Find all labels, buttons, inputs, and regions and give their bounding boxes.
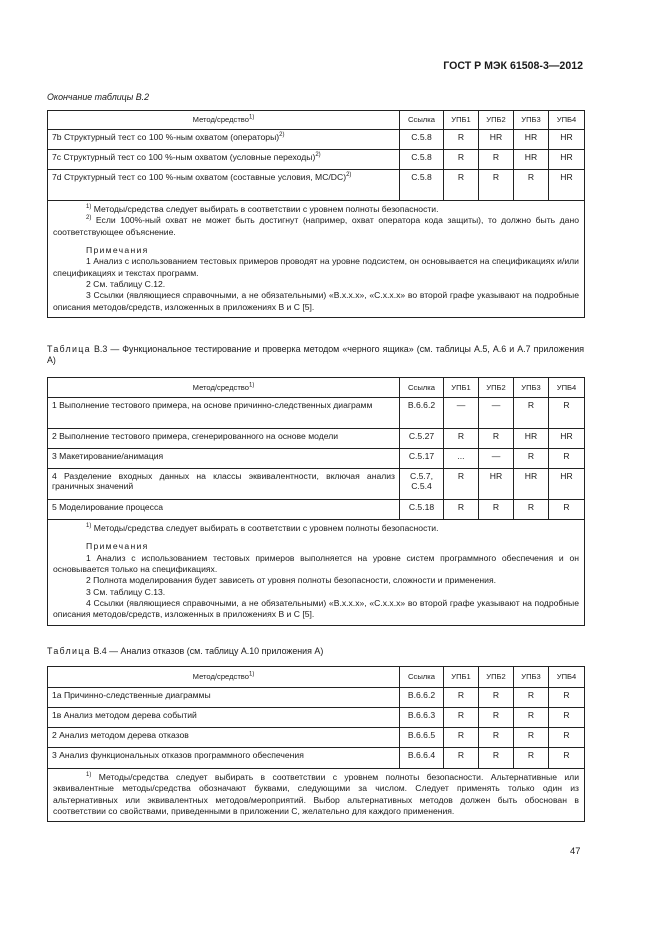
sil4-cell: R [549, 748, 585, 769]
footnotes-cell [48, 769, 585, 822]
col-sil1: УПБ1 [444, 667, 479, 688]
col-sil4: УПБ4 [549, 667, 585, 688]
method-cell: 7d Структурный тест со 100 %-ным охватом (составные условия, MC/DC)$^{2)}$ [48, 170, 400, 201]
sil2-cell: HR [479, 130, 514, 150]
table-b3 [47, 377, 585, 626]
method-cell: 2 Выполнение тестового примера, сгенерированного на основе модели [48, 429, 400, 449]
ref-cell: В.6.6.2 [400, 688, 444, 708]
sil4-cell: R [549, 500, 585, 520]
col-ref: Ссылка [400, 378, 444, 398]
sil1-cell: R [444, 500, 479, 520]
sil2-cell: R [479, 688, 514, 708]
table-b2-caption: Окончание таблицы В.2 [47, 92, 150, 102]
sil1-cell: R [444, 728, 479, 748]
table-row [48, 429, 585, 449]
table-b4 [47, 666, 585, 822]
table-row [48, 398, 585, 429]
sil3-cell: R [514, 500, 549, 520]
footnote: $^{1)}$ Методы/средства следует выбирать в соответствии с уровнем полноты безопасности. Альтернативные или эквивалентные методы/средства обозначают буквами, следующими за числом. Следует применять только один из альтернативных или эквивалентных методов/мероприятий. Выбор альтернативных методов должен быть обоснован в соответствии со свойствами, приведенными в приложении С, желательно для каждого применения. [53, 772, 579, 817]
note: 3 См. таблицу С.13. [86, 586, 166, 597]
sil1-cell: R [444, 688, 479, 708]
sil4-cell: R [549, 449, 585, 469]
note: 3 Ссылки (являющиеся справочными, а не обязательными) «В.х.х.х», «С.х.х.х» во второй графе указывают на подробные описания методов/средств, изложенных в приложениях В и С [5]. [53, 290, 579, 312]
footnotes-cell [48, 201, 585, 318]
sil3-cell: R [514, 398, 549, 429]
table-row [48, 728, 585, 748]
col-sil3: УПБ3 [514, 667, 549, 688]
sil1-cell: — [444, 398, 479, 429]
table-row [48, 130, 585, 150]
sil2-cell: R [479, 708, 514, 728]
note: 2 Полнота моделирования будет зависеть от уровня полноты безопасности, сложности и применения. [86, 575, 496, 586]
sil4-cell: R [549, 398, 585, 429]
sil1-cell: R [444, 150, 479, 170]
table-row [48, 150, 585, 170]
table-b3-caption: Таблица В.3 — Функциональное тестирование и проверка методом «черного ящика» (см. таблицы А.5, А.6 и А.7 приложения А) [47, 344, 584, 365]
method-cell: 1 Выполнение тестового примера, на основе причинно-следственных диаграмм [48, 398, 400, 429]
table-row [48, 748, 585, 769]
col-method: Метод/средство$^{1)}$ [48, 111, 400, 130]
ref-cell: C.5.8 [400, 130, 444, 150]
ref-cell: C.5.8 [400, 170, 444, 201]
ref-cell: В.6.6.5 [400, 728, 444, 748]
sil4-cell: HR [549, 130, 585, 150]
sil1-cell: R [444, 130, 479, 150]
sil3-cell: HR [514, 150, 549, 170]
col-ref: Ссылка [400, 667, 444, 688]
col-sil3: УПБ3 [514, 111, 549, 130]
footnote: $^{1)}$ Методы/средства следует выбирать в соответствии с уровнем полноты безопасности. [86, 523, 439, 533]
table-row [48, 500, 585, 520]
sil4-cell: HR [549, 170, 585, 201]
sil1-cell: R [444, 708, 479, 728]
note: 1 Анализ с использованием тестовых примеров проводят на уровне подсистем, он основывается на спецификациях и/или спецификациях и текстах программ. [53, 256, 579, 278]
note: 1 Анализ с использованием тестовых примеров выполняется на уровне систем программного обеспечения и он основывается только на спецификациях. [53, 552, 579, 575]
sil2-cell: R [479, 170, 514, 201]
sil4-cell: R [549, 688, 585, 708]
sil3-cell: R [514, 748, 549, 769]
sil4-cell: HR [549, 150, 585, 170]
sil2-cell: HR [479, 469, 514, 500]
table-b4-caption: Таблица В.4 — Анализ отказов (см. таблицу А.10 приложения А) [47, 646, 324, 656]
method-cell: 7c Структурный тест со 100 %-ным охватом (условные переходы)$^{2)}$ [48, 150, 400, 170]
sil3-cell: R [514, 728, 549, 748]
note: 2 См. таблицу С.12. [86, 279, 166, 290]
sil2-cell: R [479, 728, 514, 748]
sil1-cell: ... [444, 449, 479, 469]
method-cell: 4 Разделение входных данных на классы эквивалентности, включая анализ граничных значений [48, 469, 400, 500]
notes-title: Примечания [86, 245, 149, 256]
footnote: $^{2)}$ Если 100%-ный охват не может быть достигнут (например, охват оператора кода защиты), то должно быть дано соответствующее объяснение. [53, 215, 579, 237]
sil2-cell: — [479, 398, 514, 429]
table-header-row [48, 378, 585, 398]
method-cell: 7b Структурный тест со 100 %-ным охватом (операторы)$^{2)}$ [48, 130, 400, 150]
col-sil2: УПБ2 [479, 378, 514, 398]
sil2-cell: R [479, 150, 514, 170]
col-sil3: УПБ3 [514, 378, 549, 398]
method-cell: 3 Макетирование/анимация [48, 449, 400, 469]
note: 4 Ссылки (являющиеся справочными, а не обязательными) «В.х.х.х», «С.х.х.х» во второй графе указывают на подробные описания методов/средств, изложенных в приложениях В и С [5]. [53, 598, 579, 620]
sil3-cell: R [514, 688, 549, 708]
col-method: Метод/средство$^{1)}$ [48, 378, 400, 398]
method-cell: 3 Анализ функциональных отказов программного обеспечения [48, 748, 400, 769]
ref-cell: В.6.6.3 [400, 708, 444, 728]
sil4-cell: R [549, 728, 585, 748]
footnote: $^{1)}$ Методы/средства следует выбирать в соответствии с уровнем полноты безопасности. [86, 204, 439, 214]
method-cell: 1а Причинно-следственные диаграммы [48, 688, 400, 708]
table-row [48, 469, 585, 500]
ref-cell: С.5.7, С.5.4 [400, 469, 444, 500]
method-cell: 5 Моделирование процесса [48, 500, 400, 520]
sil1-cell: R [444, 469, 479, 500]
table-row [48, 708, 585, 728]
sil2-cell: — [479, 449, 514, 469]
sil3-cell: HR [514, 469, 549, 500]
col-sil1: УПБ1 [444, 111, 479, 130]
sil2-cell: R [479, 429, 514, 449]
col-sil1: УПБ1 [444, 378, 479, 398]
footnotes-row [48, 769, 585, 822]
sil3-cell: R [514, 170, 549, 201]
ref-cell: В.6.6.2 [400, 398, 444, 429]
document-header: ГОСТ Р МЭК 61508-3—2012 [443, 60, 583, 72]
col-sil2: УПБ2 [479, 111, 514, 130]
sil3-cell: HR [514, 429, 549, 449]
table-header-row [48, 667, 585, 688]
col-ref: Ссылка [400, 111, 444, 130]
col-sil4: УПБ4 [549, 111, 585, 130]
ref-cell: C.5.8 [400, 150, 444, 170]
footnotes-cell [48, 520, 585, 626]
col-sil2: УПБ2 [479, 667, 514, 688]
sil4-cell: R [549, 708, 585, 728]
sil4-cell: HR [549, 429, 585, 449]
footnotes-row [48, 201, 585, 318]
sil3-cell: HR [514, 130, 549, 150]
table-row [48, 449, 585, 469]
ref-cell: С.5.17 [400, 449, 444, 469]
table-row [48, 170, 585, 201]
ref-cell: С.5.27 [400, 429, 444, 449]
table-row [48, 688, 585, 708]
col-sil4: УПБ4 [549, 378, 585, 398]
sil3-cell: R [514, 449, 549, 469]
ref-cell: В.6.6.4 [400, 748, 444, 769]
ref-cell: С.5.18 [400, 500, 444, 520]
method-cell: 1в Анализ методом дерева событий [48, 708, 400, 728]
sil1-cell: R [444, 170, 479, 201]
col-method: Метод/средство$^{1)}$ [48, 667, 400, 688]
footnotes-row [48, 520, 585, 626]
notes-title: Примечания [86, 541, 149, 552]
sil2-cell: R [479, 748, 514, 769]
page-number: 47 [570, 845, 581, 856]
sil4-cell: HR [549, 469, 585, 500]
table-header-row [48, 111, 585, 130]
method-cell: 2 Анализ методом дерева отказов [48, 728, 400, 748]
sil1-cell: R [444, 429, 479, 449]
sil2-cell: R [479, 500, 514, 520]
table-b2 [47, 110, 585, 318]
sil1-cell: R [444, 748, 479, 769]
sil3-cell: R [514, 708, 549, 728]
